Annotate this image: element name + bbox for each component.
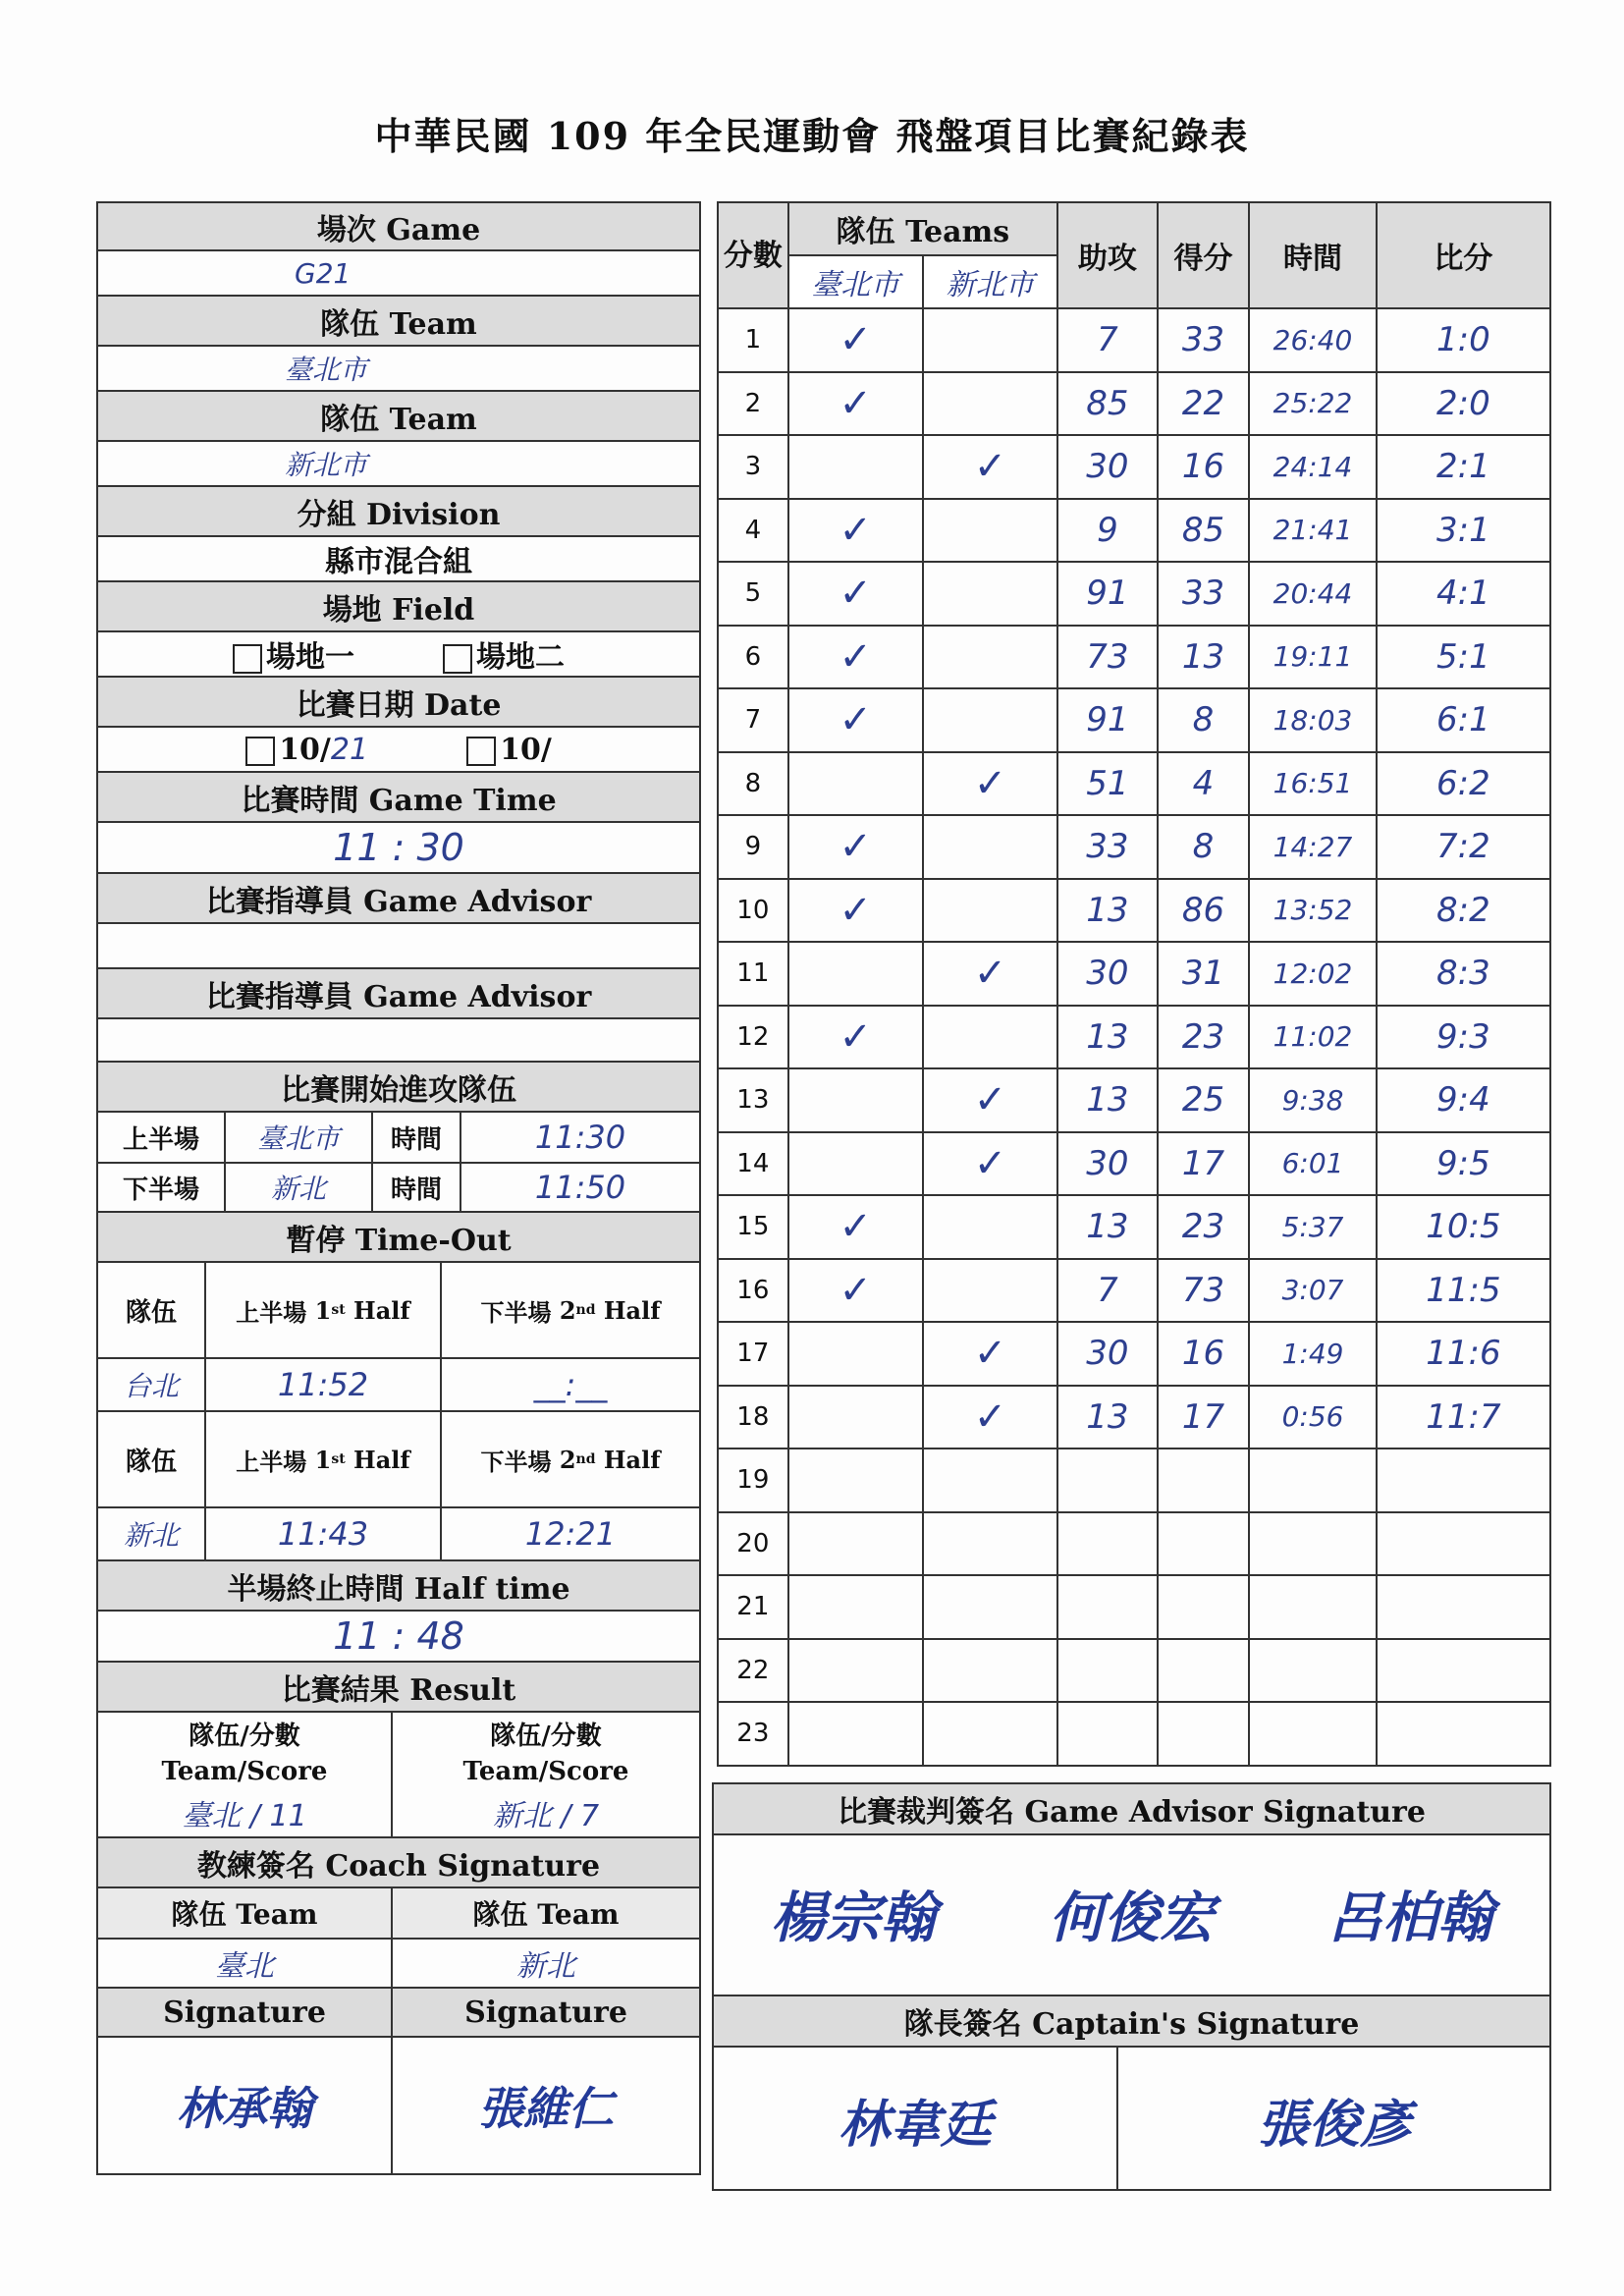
assist-cell [1057,1449,1158,1512]
team-b-check: ✓ [923,1068,1057,1132]
row-number: 23 [718,1702,788,1766]
captain-signature-box [712,1995,1551,2191]
team-a-check: ✓ [788,815,923,879]
timeout-team2: 新北 [98,1508,206,1559]
result-cell: 2:0 [1377,372,1550,436]
timeout-h2-label: 下半場 2 nd Half [480,1445,661,1476]
page-title: 中華民國 109 年全民運動會 飛盤項目比賽紀錄表 [374,114,1250,158]
header-num: 分數 [718,202,788,308]
first-half-time: 11:30 [534,1119,626,1156]
timeout-team2-row [98,1508,699,1561]
table-row [718,308,1550,372]
assist-cell: 30 [1057,435,1158,499]
row-number: 20 [718,1512,788,1576]
team-b-check [923,1006,1057,1069]
score-cell: 8 [1158,815,1250,879]
result-label: 比賽結果 Result [98,1663,699,1713]
result-cell: 8:3 [1377,942,1550,1006]
game-value: G21 [98,251,699,297]
halftime-value: 11 : 48 [98,1612,699,1663]
team-a-check [788,1512,923,1576]
assist-cell: 7 [1057,1259,1158,1323]
time-cell: 6:01 [1249,1132,1377,1196]
row-number: 10 [718,879,788,943]
referee-signature-label: 比賽裁判簽名 Game Advisor Signature [714,1784,1549,1835]
time-cell: 5:37 [1249,1195,1377,1259]
team-b-check: ✓ [923,1322,1057,1386]
timeout-team2-h2: 12:21 [524,1515,617,1553]
team-b-check [923,372,1057,436]
header-assist: 助攻 [1057,202,1158,308]
time-cell: 0:56 [1249,1386,1377,1449]
coach-team1-label: 隊伍 Team [98,1888,393,1938]
assist-cell: 13 [1057,1006,1158,1069]
second-half-time: 11:50 [534,1169,626,1206]
score-cell: 16 [1158,435,1250,499]
assist-cell: 85 [1057,372,1158,436]
assist-cell: 13 [1057,1386,1158,1449]
coach-signature-1: 林承翰 [98,2038,393,2173]
captain-signatures [714,2048,1549,2191]
timeout-team1-row [98,1359,699,1412]
result-cell: 2:1 [1377,435,1550,499]
second-half-label: 下半場 [98,1164,226,1211]
row-number: 9 [718,815,788,879]
halftime-label: 半場終止時間 Half time [98,1561,699,1612]
result-cell [1377,1449,1550,1512]
score-cell: 25 [1158,1068,1250,1132]
team-b-check [923,308,1057,372]
row-number: 5 [718,562,788,626]
score-cell [1158,1575,1250,1639]
table-row [718,1575,1550,1639]
date-option-1[interactable]: 10/21 [245,733,368,767]
coach-signature-2: 張維仁 [478,2082,614,2135]
captain-signature-label: 隊長簽名 Captain's Signature [714,1996,1549,2048]
table-row [718,815,1550,879]
checkbox-icon [443,644,472,674]
team-b-check [923,1449,1057,1512]
table-row [718,1386,1550,1449]
referee-signature-1: 楊宗翰 [770,1886,936,1950]
team-a-check [788,1068,923,1132]
referee-signature-3: 呂柏翰 [1327,1886,1493,1950]
team-b-check [923,562,1057,626]
team-b-check [923,1702,1057,1766]
result-cell: 8:2 [1377,879,1550,943]
team-b-check: ✓ [923,752,1057,816]
score-cell: 22 [1158,372,1250,436]
assist-cell [1057,1639,1158,1703]
coach-team-header [98,1888,699,1940]
score-cell [1158,1449,1250,1512]
time-cell [1249,1449,1377,1512]
field-option-1[interactable]: 場地一 [233,632,354,676]
score-cell: 8 [1158,688,1250,752]
score-cell: 86 [1158,879,1250,943]
result-cell: 1:0 [1377,308,1550,372]
result-cell [1377,1512,1550,1576]
assist-cell: 73 [1057,626,1158,689]
time-cell: 18:03 [1249,688,1377,752]
table-row [718,435,1550,499]
team1-label: 隊伍 Team [98,297,699,347]
result-cell: 6:1 [1377,688,1550,752]
score-cell: 73 [1158,1259,1250,1323]
first-half-row [98,1113,699,1164]
team-b-check: ✓ [923,1132,1057,1196]
table-row [718,562,1550,626]
table-row [718,1449,1550,1512]
table-row [718,626,1550,689]
team-b-check [923,1512,1057,1576]
time-cell: 9:38 [1249,1068,1377,1132]
score-cell [1158,1702,1250,1766]
row-number: 17 [718,1322,788,1386]
game-label: 場次 Game [98,201,699,251]
team-b-check [923,1195,1057,1259]
row-number: 16 [718,1259,788,1323]
date-option-2[interactable]: 10/ [466,733,552,767]
result-cell: 11:7 [1377,1386,1550,1449]
advisor2-label: 比賽指導員 Game Advisor [98,969,699,1019]
result-cell: 9:5 [1377,1132,1550,1196]
team-b-check [923,1259,1057,1323]
result-cell: 4:1 [1377,562,1550,626]
time-cell: 26:40 [1249,308,1377,372]
row-number: 3 [718,435,788,499]
assist-cell: 91 [1057,562,1158,626]
first-half-time-label: 時間 [373,1113,461,1162]
coach-signatures [98,2038,699,2175]
table-row [718,372,1550,436]
division-label: 分組 Division [98,487,699,537]
team-a-check: ✓ [788,688,923,752]
checkbox-icon [233,644,262,674]
score-cell: 16 [1158,1322,1250,1386]
score-cell: 13 [1158,626,1250,689]
result-cell: 10:5 [1377,1195,1550,1259]
field-option-2[interactable]: 場地二 [443,632,565,676]
advisor2-value [98,1019,699,1063]
table-row [718,499,1550,563]
header-time: 時間 [1249,202,1377,308]
assist-cell: 9 [1057,499,1158,563]
timeout-team1-h1: 11:52 [206,1359,442,1410]
assist-cell: 91 [1057,688,1158,752]
team-a-check: ✓ [788,499,923,563]
row-number: 12 [718,1006,788,1069]
score-body [718,308,1550,1766]
advisor1-label: 比賽指導員 Game Advisor [98,874,699,924]
row-number: 15 [718,1195,788,1259]
game-time-label: 比賽時間 Game Time [98,773,699,823]
time-cell: 20:44 [1249,562,1377,626]
score-cell: 23 [1158,1006,1250,1069]
start-team-label: 比賽開始進攻隊伍 [98,1063,699,1113]
row-number: 21 [718,1575,788,1639]
team-a-check: ✓ [788,1259,923,1323]
team-b-check: ✓ [923,942,1057,1006]
time-cell [1249,1575,1377,1639]
time-cell: 11:02 [1249,1006,1377,1069]
team-a-check [788,435,923,499]
score-cell: 17 [1158,1132,1250,1196]
table-row [718,1259,1550,1323]
table-row [718,1195,1550,1259]
team-b-check [923,879,1057,943]
result-cell: 9:4 [1377,1068,1550,1132]
referee-signature-2: 何俊宏 [1049,1886,1215,1950]
time-cell: 21:41 [1249,499,1377,563]
signature-label-1: Signature [98,1989,393,2036]
timeout-team2-h1: 11:43 [206,1508,442,1559]
timeout-label: 暫停 Time-Out [98,1213,699,1263]
result-cell: 11:6 [1377,1322,1550,1386]
coach-team2: 新北 [516,1949,575,1984]
table-row [718,879,1550,943]
result-cell: 6:2 [1377,752,1550,816]
team2-value: 新北市 [98,442,699,487]
coach-signature-label: 教練簽名 Coach Signature [98,1838,699,1888]
team-a-check [788,1639,923,1703]
timeout-header-2 [98,1412,699,1508]
time-cell: 12:02 [1249,942,1377,1006]
first-half-label: 上半場 [98,1113,226,1162]
table-row [718,1006,1550,1069]
team-a-check: ✓ [788,562,923,626]
team-a-check [788,1449,923,1512]
team-a-check: ✓ [788,1006,923,1069]
time-cell: 16:51 [1249,752,1377,816]
time-cell [1249,1512,1377,1576]
team-a-check [788,1132,923,1196]
time-cell: 19:11 [1249,626,1377,689]
team-b-check [923,688,1057,752]
assist-cell: 30 [1057,1322,1158,1386]
time-cell: 1:49 [1249,1322,1377,1386]
coach-team2-label: 隊伍 Team [472,1898,620,1931]
team-b-check [923,1575,1057,1639]
team-a-check [788,1702,923,1766]
time-cell: 24:14 [1249,435,1377,499]
result-cell: 7:2 [1377,815,1550,879]
result-team1: 隊伍/分數 Team/Score 臺北 / 11 [98,1713,393,1836]
second-half-time-label: 時間 [373,1164,461,1211]
field-options [98,632,699,678]
result-team2: 隊伍/分數 Team/Score 新北 / 7 [462,1721,629,1833]
assist-cell: 13 [1057,879,1158,943]
timeout-team-label: 隊伍 [98,1412,206,1506]
score-cell: 17 [1158,1386,1250,1449]
table-row [718,1132,1550,1196]
captain-signature-2: 張俊彥 [1257,2095,1411,2155]
team-b-check [923,499,1057,563]
referee-signatures [714,1835,1549,1993]
row-number: 19 [718,1449,788,1512]
header-teams: 隊伍 Teams [788,202,1058,255]
row-number: 18 [718,1386,788,1449]
team-a-check: ✓ [788,626,923,689]
coach-team-values [98,1940,699,1989]
time-cell: 25:22 [1249,372,1377,436]
timeout-team1: 台北 [98,1359,206,1410]
timeout-header-1 [98,1263,699,1359]
team-a-name: 臺北市 [788,255,923,308]
time-cell [1249,1639,1377,1703]
advisor1-value [98,924,699,969]
team-a-check [788,1575,923,1639]
row-number: 4 [718,499,788,563]
header-score: 得分 [1158,202,1250,308]
score-cell [1158,1639,1250,1703]
timeout-team-label: 隊伍 [98,1263,206,1357]
assist-cell [1057,1575,1158,1639]
match-info-form [96,201,701,2175]
assist-cell: 13 [1057,1195,1158,1259]
score-cell: 23 [1158,1195,1250,1259]
team-a-check: ✓ [788,879,923,943]
result-row [98,1713,699,1838]
team-a-check [788,1386,923,1449]
timeout-h1-label: 上半場 1 st Half [206,1263,442,1357]
team-a-check [788,1322,923,1386]
captain-signature-1: 林韋廷 [714,2048,1118,2191]
team1-value: 臺北市 [98,347,699,392]
checkbox-icon [466,737,496,766]
team-b-check: ✓ [923,1386,1057,1449]
result-cell [1377,1702,1550,1766]
score-cell: 33 [1158,308,1250,372]
result-cell [1377,1575,1550,1639]
row-number: 6 [718,626,788,689]
assist-cell: 51 [1057,752,1158,816]
header-result: 比分 [1377,202,1550,308]
team-b-check [923,815,1057,879]
timeout-h2-label: 下半場 2 nd Half [480,1295,661,1327]
score-cell: 31 [1158,942,1250,1006]
assist-cell: 33 [1057,815,1158,879]
time-cell: 3:07 [1249,1259,1377,1323]
row-number: 13 [718,1068,788,1132]
row-number: 14 [718,1132,788,1196]
result-cell: 9:3 [1377,1006,1550,1069]
time-cell: 14:27 [1249,815,1377,879]
team-a-check [788,942,923,1006]
result-cell: 11:5 [1377,1259,1550,1323]
game-time-value: 11 : 30 [98,823,699,874]
table-row [718,1322,1550,1386]
table-header-row [718,202,1550,255]
team-b-check: ✓ [923,435,1057,499]
row-number: 1 [718,308,788,372]
date-options [98,728,699,773]
team-b-name: 新北市 [923,255,1057,308]
coach-team1: 臺北 [98,1940,393,1987]
timeout-h1-label: 上半場 1 st Half [206,1412,442,1506]
first-half-team: 臺北市 [226,1113,373,1162]
date-label: 比賽日期 Date [98,678,699,728]
second-half-team: 新北 [226,1164,373,1211]
assist-cell [1057,1702,1158,1766]
assist-cell: 30 [1057,942,1158,1006]
row-number: 7 [718,688,788,752]
table-row [718,1512,1550,1576]
team-a-check [788,752,923,816]
second-half-row [98,1164,699,1213]
result-cell: 5:1 [1377,626,1550,689]
team2-label: 隊伍 Team [98,392,699,442]
team-a-check: ✓ [788,308,923,372]
row-number: 22 [718,1639,788,1703]
row-number: 11 [718,942,788,1006]
score-cell: 4 [1158,752,1250,816]
table-row [718,688,1550,752]
team-a-check: ✓ [788,372,923,436]
assist-cell: 13 [1057,1068,1158,1132]
timeout-team1-h2: __:__ [533,1366,608,1403]
checkbox-icon [245,737,275,766]
table-row [718,1702,1550,1766]
assist-cell [1057,1512,1158,1576]
score-cell: 33 [1158,562,1250,626]
team-b-check [923,626,1057,689]
team-a-check: ✓ [788,1195,923,1259]
result-cell [1377,1639,1550,1703]
score-cell: 85 [1158,499,1250,563]
signature-label-2: Signature [464,1995,627,2030]
row-number: 8 [718,752,788,816]
table-row [718,752,1550,816]
referee-signature-box [712,1782,1551,1996]
assist-cell: 30 [1057,1132,1158,1196]
result-cell: 3:1 [1377,499,1550,563]
assist-cell: 7 [1057,308,1158,372]
time-cell: 13:52 [1249,879,1377,943]
team-b-check [923,1639,1057,1703]
division-value: 縣市混合組 [98,537,699,582]
signature-header [98,1989,699,2038]
table-row [718,1639,1550,1703]
score-cell [1158,1512,1250,1576]
score-table [717,201,1551,1767]
table-row [718,1068,1550,1132]
field-label: 場地 Field [98,582,699,632]
row-number: 2 [718,372,788,436]
time-cell [1249,1702,1377,1766]
table-row [718,942,1550,1006]
